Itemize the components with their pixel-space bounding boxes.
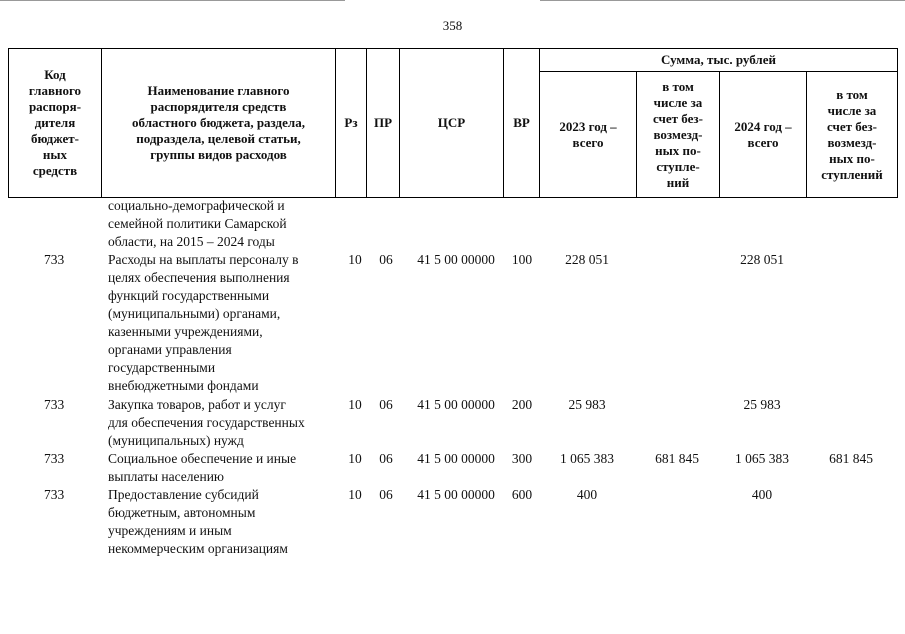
row-rz: 10 <box>348 451 362 466</box>
row-csr: 41 5 00 00000 <box>417 397 495 412</box>
row-code: 733 <box>44 252 65 267</box>
row-2023-total: 25 983 <box>568 397 606 412</box>
row-vr: 600 <box>511 487 533 502</box>
row-pr: 06 <box>379 252 393 267</box>
row-2024-total: 400 <box>751 487 773 502</box>
row-2024-total: 1 065 383 <box>735 451 789 466</box>
row-rz: 10 <box>348 252 362 267</box>
header-pr: ПР <box>373 115 393 130</box>
scan-edge-line-left <box>0 0 345 1</box>
row-pr: 06 <box>379 451 393 466</box>
row-2024-total: 228 051 <box>740 252 784 267</box>
row-name: Закупка товаров, работ и услуг для обеспечения государственных (муниципальных) нужд <box>108 397 305 448</box>
header-sum: Сумма, тыс. рублей <box>661 52 776 67</box>
row-pr: 06 <box>379 397 393 412</box>
row-rz: 10 <box>348 487 362 502</box>
row-2023-total: 228 051 <box>565 252 609 267</box>
row-vr: 200 <box>511 397 533 412</box>
row-code: 733 <box>44 397 65 412</box>
row-csr: 41 5 00 00000 <box>417 252 495 267</box>
header-2023-free: в том числе за счет без- возмезд- ных по- ступле- ний <box>653 78 703 190</box>
row-code: 733 <box>44 451 65 466</box>
row-name: Социальное обеспечение и иные выплаты населению <box>108 451 297 484</box>
scan-edge-line-right <box>540 0 905 1</box>
header-2023-total: 2023 год – всего <box>559 118 617 150</box>
row-code: 733 <box>44 487 65 502</box>
row-pr: 06 <box>379 487 393 502</box>
header-vr: ВР <box>513 115 530 130</box>
row-2024-free: 681 845 <box>829 451 873 466</box>
row-vr: 100 <box>511 252 533 267</box>
header-2024-free: в том числе за счет без- возмезд- ных по- ступлений <box>821 86 883 182</box>
header-rz: Рз <box>344 115 358 130</box>
row-2023-free: 681 845 <box>655 451 699 466</box>
row-name: Предоставление субсидий бюджетным, автономным учреждениям и иным некоммерческим организациям <box>108 487 288 556</box>
row-name: Расходы на выплаты персоналу в целях обеспечения выполнения функций государственными (муниципальными) органами, казенными учреждениями, органами управления государственными внебюджетными фондами <box>108 252 299 393</box>
header-code: Код главного распоря- дителя бюджет- ных средств <box>28 67 82 178</box>
row-csr: 41 5 00 00000 <box>417 487 495 502</box>
header-csr: ЦСР <box>437 115 466 130</box>
row-csr: 41 5 00 00000 <box>417 451 495 466</box>
header-2024-total: 2024 год – всего <box>734 118 792 150</box>
header-name: Наименование главного распорядителя средств областного бюджета, раздела, подраздела, целевой статьи, группы видов расходов <box>132 83 305 162</box>
row-2023-total: 1 065 383 <box>560 451 614 466</box>
row-vr: 300 <box>511 451 533 466</box>
row-rz: 10 <box>348 397 362 412</box>
row-2024-total: 25 983 <box>743 397 781 412</box>
table-header <box>8 48 898 198</box>
continuation-text: социально-демографической и семейной политики Самарской области, на 2015 – 2024 годы <box>108 198 287 249</box>
row-2023-total: 400 <box>576 487 598 502</box>
page-number: 358 <box>442 18 463 33</box>
